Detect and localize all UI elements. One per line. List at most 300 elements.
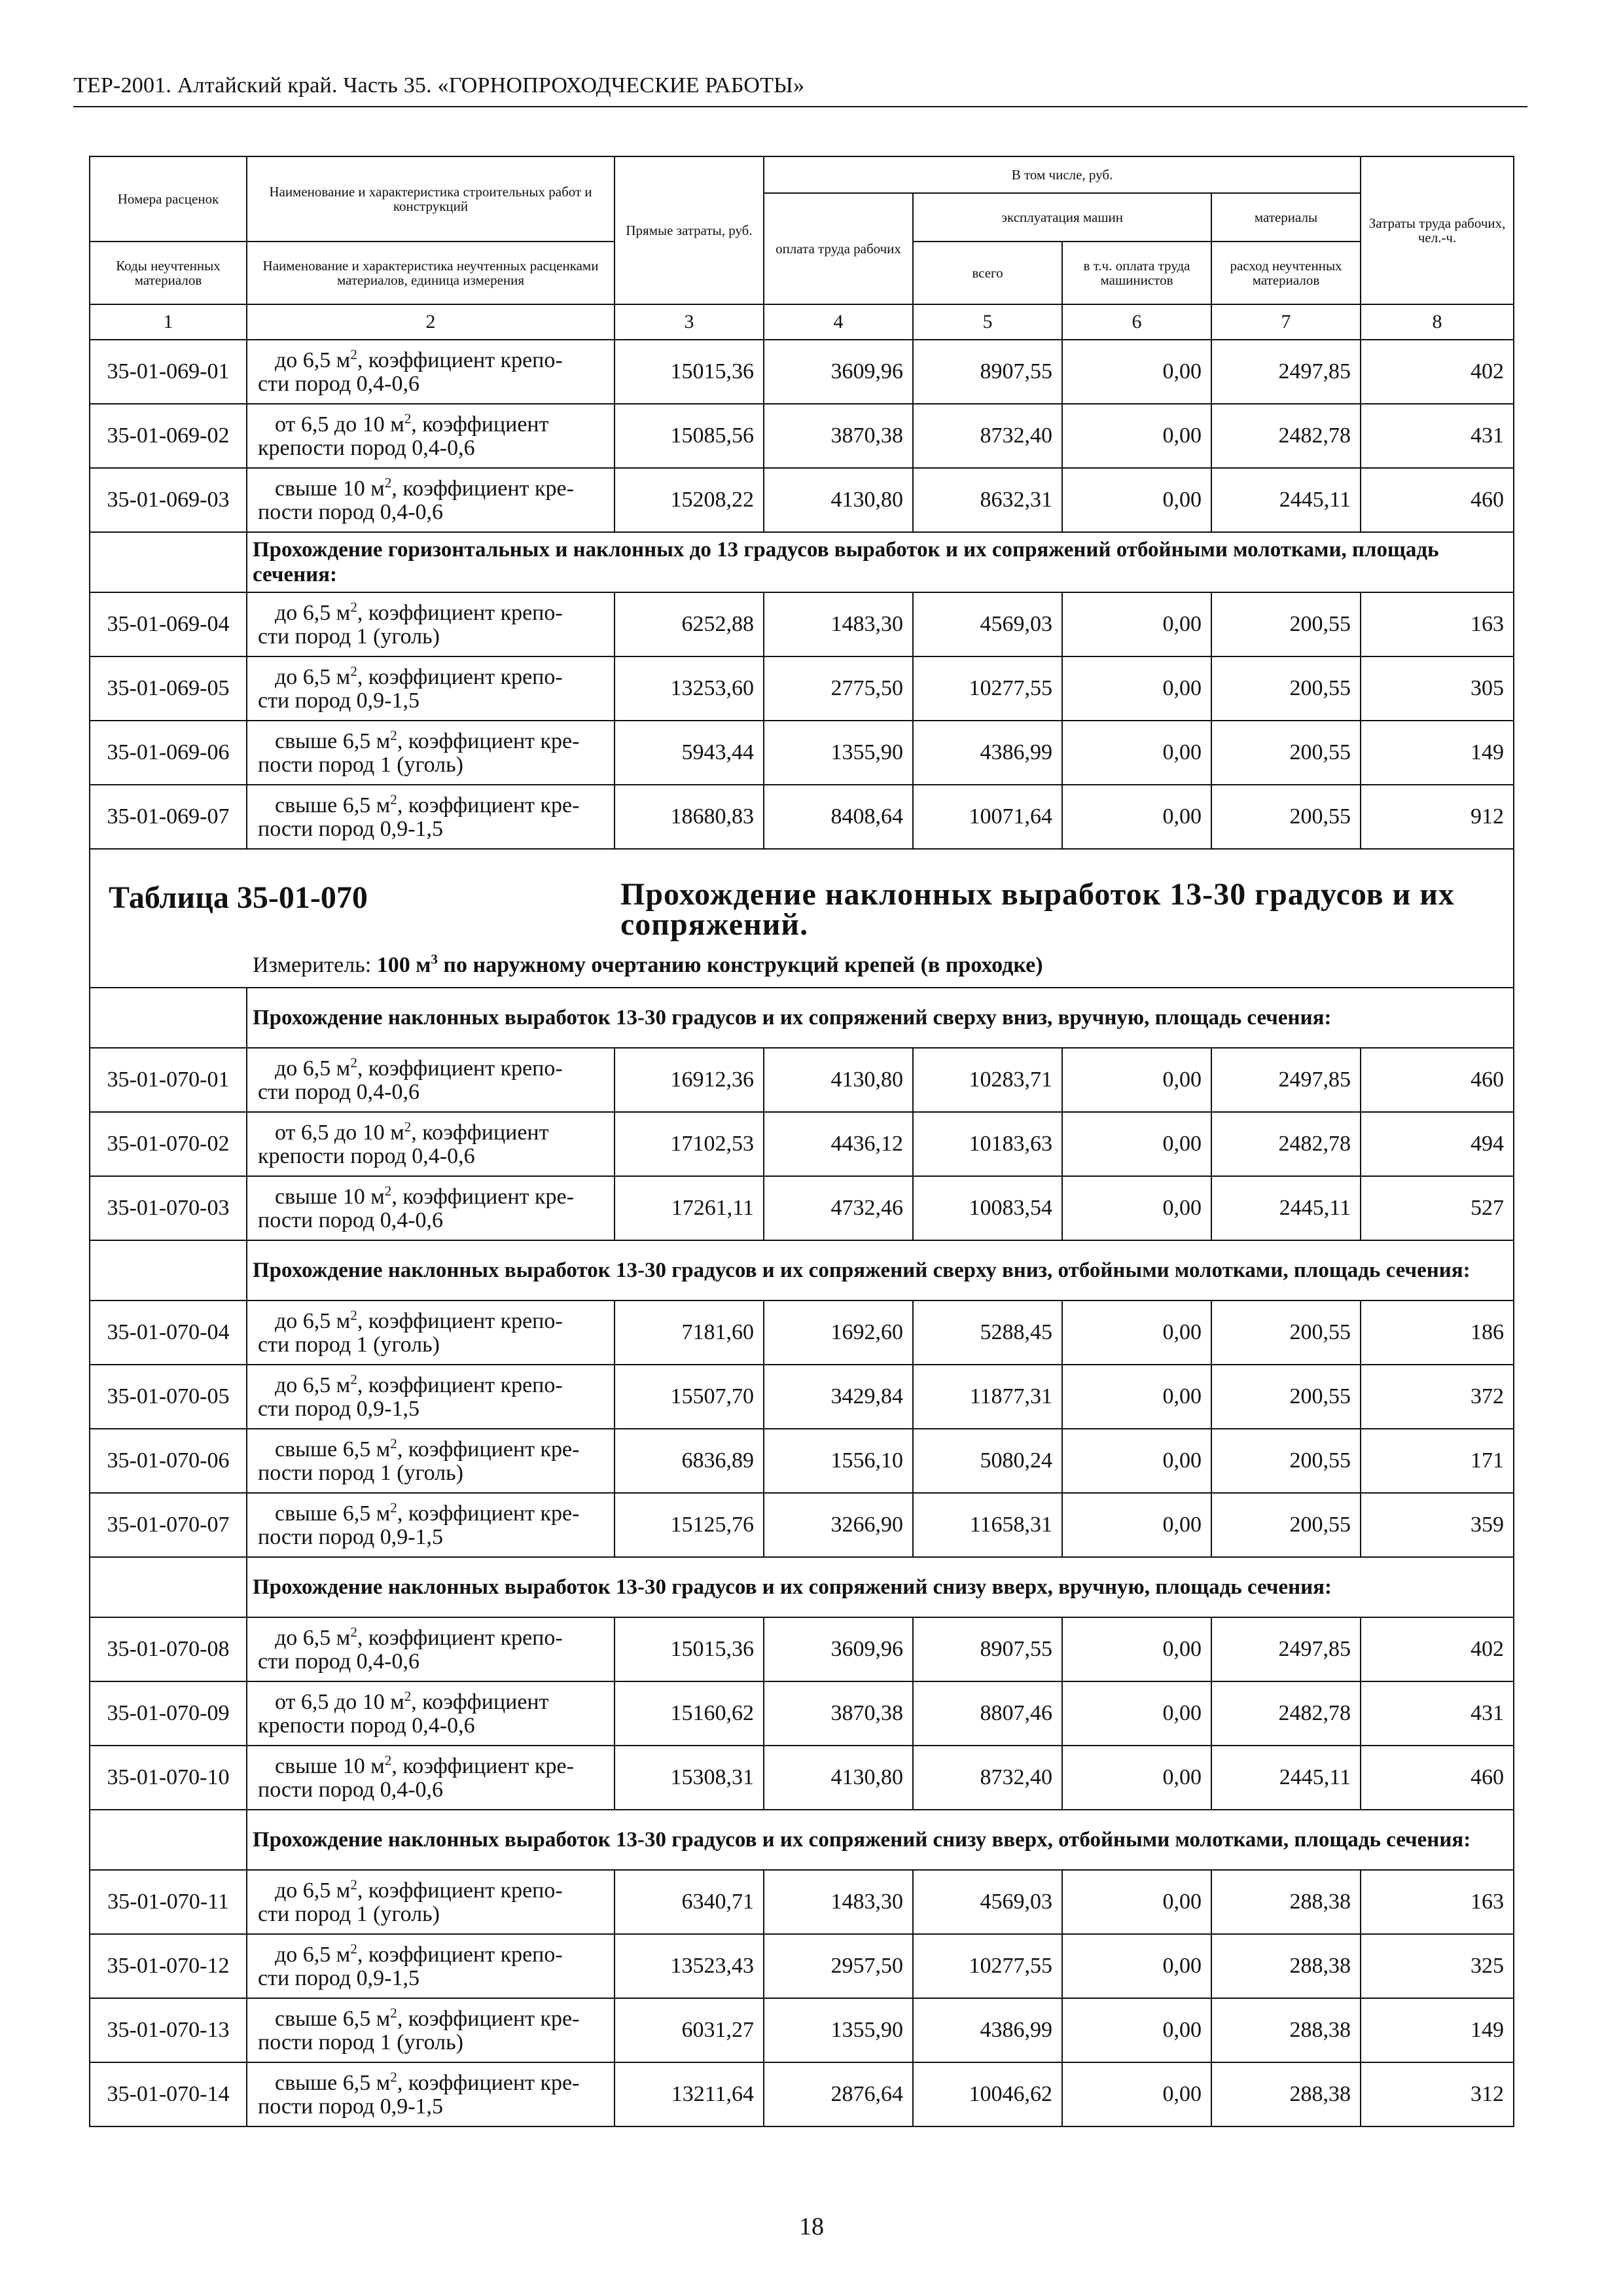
description-text: от 6,5 до 10 м — [275, 1690, 404, 1714]
direct-cost: 6836,89 — [615, 1429, 764, 1493]
description-line-2: сти пород 0,4-0,6 — [258, 372, 419, 396]
worker-wages: 1556,10 — [764, 1429, 913, 1493]
materials-cost: 200,55 — [1211, 1365, 1361, 1429]
materials-cost: 200,55 — [1211, 1300, 1361, 1365]
worker-wages: 4130,80 — [764, 1746, 913, 1810]
description-line-1 — [258, 410, 607, 437]
machines-total: 4386,99 — [913, 1998, 1062, 2062]
description-line-1 — [258, 1121, 607, 1145]
direct-cost: 15015,36 — [615, 340, 764, 404]
description-line-2: пости пород 1 (уголь) — [258, 1461, 463, 1485]
description-line-1 — [258, 346, 607, 372]
rate-description — [247, 656, 615, 721]
rate-description — [247, 340, 615, 404]
worker-wages: 4732,46 — [764, 1176, 913, 1240]
column-number: 8 — [1361, 304, 1514, 340]
header-row-1 — [90, 156, 1514, 193]
header-codes: Номера расценок — [90, 156, 247, 242]
machines-total: 8732,40 — [913, 1746, 1062, 1810]
description-text: , коэффициент — [411, 1690, 549, 1714]
rate-description — [247, 1998, 615, 2062]
description-text: , коэффициент крепо- — [357, 1943, 563, 1967]
rate-code: 35-01-070-10 — [90, 1746, 247, 1810]
materials-cost: 2482,78 — [1211, 1112, 1361, 1176]
header-machines-wages: в т.ч. оплата труда машинистов — [1062, 242, 1211, 304]
description-text: , коэффициент кре- — [397, 2007, 580, 2031]
rate-description — [247, 1176, 615, 1240]
rate-description — [247, 404, 615, 468]
worker-wages: 4130,80 — [764, 468, 913, 532]
description-text: , коэффициент крепо- — [357, 665, 563, 689]
description-text: до 6,5 м — [275, 1309, 351, 1333]
direct-cost: 13253,60 — [615, 656, 764, 721]
materials-cost: 288,38 — [1211, 1934, 1361, 1998]
description-line-2: сти пород 0,4-0,6 — [258, 1649, 419, 1674]
header-materials-sub: расход неучтенных материалов — [1211, 242, 1361, 304]
description-text: свыше 6,5 м — [275, 793, 391, 817]
direct-cost: 15160,62 — [615, 1681, 764, 1746]
page-number: 18 — [799, 2213, 824, 2240]
machinist-wages: 0,00 — [1062, 1998, 1211, 2062]
materials-cost: 2482,78 — [1211, 404, 1361, 468]
rate-code: 35-01-070-14 — [90, 2062, 247, 2126]
rate-code: 35-01-070-08 — [90, 1617, 247, 1681]
materials-cost: 288,38 — [1211, 1998, 1361, 2062]
worker-wages: 3266,90 — [764, 1493, 913, 1557]
description-superscript: 2 — [350, 1876, 357, 1893]
table-row — [90, 785, 1514, 849]
machinist-wages: 0,00 — [1062, 592, 1211, 656]
description-line-1 — [258, 601, 607, 625]
direct-cost: 5943,44 — [615, 721, 764, 785]
worker-wages: 3870,38 — [764, 1681, 913, 1746]
description-superscript: 2 — [350, 663, 357, 679]
machinist-wages: 0,00 — [1062, 1681, 1211, 1746]
header-machines: эксплуатация машин — [913, 193, 1211, 242]
machinist-wages: 0,00 — [1062, 1429, 1211, 1493]
description-line-2: пости пород 0,9-1,5 — [258, 2094, 444, 2119]
rate-description — [247, 592, 615, 656]
labor-hours: 325 — [1361, 1934, 1514, 1998]
description-line-1 — [258, 1626, 607, 1650]
table-row — [90, 592, 1514, 656]
machinist-wages: 0,00 — [1062, 1746, 1211, 1810]
column-numbers-row — [90, 304, 1514, 340]
machines-total: 8907,55 — [913, 340, 1062, 404]
rate-code: 35-01-070-07 — [90, 1493, 247, 1557]
machinist-wages: 0,00 — [1062, 656, 1211, 721]
table-row — [90, 1365, 1514, 1429]
machines-total: 11877,31 — [913, 1365, 1062, 1429]
description-line-1 — [258, 1307, 607, 1333]
section-spacer-cell — [90, 988, 247, 1048]
machines-total: 11658,31 — [913, 1493, 1062, 1557]
table-title: Прохождение наклонных выработок 13-30 градусов и их сопряжений. — [620, 877, 1455, 942]
machines-total: 8732,40 — [913, 404, 1062, 468]
materials-cost: 2497,85 — [1211, 1048, 1361, 1112]
table-measure — [253, 953, 1043, 978]
rate-code: 35-01-069-02 — [90, 404, 247, 468]
machines-total: 4569,03 — [913, 592, 1062, 656]
machines-total: 5080,24 — [913, 1429, 1062, 1493]
section-spacer-cell — [90, 1557, 247, 1617]
description-text: до 6,5 м — [275, 1943, 351, 1967]
description-line-2: пости пород 0,9-1,5 — [258, 817, 444, 841]
column-number: 6 — [1062, 304, 1211, 340]
description-text: до 6,5 м — [275, 1878, 351, 1903]
description-superscript: 2 — [404, 1688, 412, 1704]
direct-cost: 7181,60 — [615, 1300, 764, 1365]
worker-wages: 3609,96 — [764, 340, 913, 404]
labor-hours: 149 — [1361, 1998, 1514, 2062]
description-line-1 — [258, 1688, 607, 1714]
description-line-1 — [258, 1185, 607, 1209]
rate-code: 35-01-070-12 — [90, 1934, 247, 1998]
labor-hours: 372 — [1361, 1365, 1514, 1429]
column-number: 3 — [615, 304, 764, 340]
rate-code: 35-01-070-13 — [90, 1998, 247, 2062]
description-text: до 6,5 м — [275, 601, 351, 625]
direct-cost: 15125,76 — [615, 1493, 764, 1557]
description-text: , коэффициент кре- — [397, 2071, 580, 2095]
machines-total: 10046,62 — [913, 2062, 1062, 2126]
rate-description — [247, 1048, 615, 1112]
table-row — [90, 656, 1514, 721]
machines-total: 8907,55 — [913, 1617, 1062, 1681]
rate-description — [247, 2062, 615, 2126]
description-line-2: сти пород 0,9-1,5 — [258, 689, 419, 713]
section-row — [90, 1810, 1514, 1870]
rate-description — [247, 468, 615, 532]
machines-total: 10071,64 — [913, 785, 1062, 849]
worker-wages: 1355,90 — [764, 1998, 913, 2062]
description-text: , коэффициент крепо- — [357, 1056, 563, 1081]
worker-wages: 1692,60 — [764, 1300, 913, 1365]
description-line-2: сти пород 1 (уголь) — [258, 1902, 440, 1926]
description-line-2: пости пород 0,4-0,6 — [258, 1208, 444, 1232]
description-line-1 — [258, 791, 607, 817]
description-line-2: крепости пород 0,4-0,6 — [258, 1713, 475, 1738]
table-body — [90, 156, 1514, 2126]
table-row — [90, 1493, 1514, 1557]
machinist-wages: 0,00 — [1062, 1048, 1211, 1112]
section-row — [90, 532, 1514, 592]
table-row — [90, 1746, 1514, 1810]
materials-cost: 200,55 — [1211, 721, 1361, 785]
description-line-2: пости пород 0,4-0,6 — [258, 1778, 444, 1802]
worker-wages: 4130,80 — [764, 1048, 913, 1112]
description-superscript: 2 — [390, 1435, 397, 1452]
worker-wages: 1483,30 — [764, 592, 913, 656]
materials-cost: 200,55 — [1211, 656, 1361, 721]
measure-label: Измеритель: — [253, 953, 377, 977]
materials-cost: 2445,11 — [1211, 468, 1361, 532]
rate-description — [247, 1681, 615, 1746]
description-superscript: 2 — [390, 791, 397, 808]
direct-cost: 13211,64 — [615, 2062, 764, 2126]
machinist-wages: 0,00 — [1062, 1112, 1211, 1176]
header-materials: материалы — [1211, 193, 1361, 242]
materials-cost: 288,38 — [1211, 1870, 1361, 1934]
description-line-2: сти пород 1 (уголь) — [258, 624, 440, 649]
labor-hours: 402 — [1361, 340, 1514, 404]
table-heading-cell — [90, 849, 1514, 988]
labor-hours: 494 — [1361, 1112, 1514, 1176]
description-text: до 6,5 м — [275, 665, 351, 689]
description-line-1 — [258, 477, 607, 501]
rate-code: 35-01-069-05 — [90, 656, 247, 721]
rate-description — [247, 785, 615, 849]
materials-cost: 2482,78 — [1211, 1681, 1361, 1746]
rate-code: 35-01-070-06 — [90, 1429, 247, 1493]
description-text: свыше 10 м — [275, 476, 385, 501]
description-text: , коэффициент крепо- — [357, 1373, 563, 1397]
description-superscript: 2 — [390, 2069, 397, 2085]
machinist-wages: 0,00 — [1062, 1176, 1211, 1240]
rate-code: 35-01-069-04 — [90, 592, 247, 656]
description-text: , коэффициент кре- — [397, 793, 580, 817]
header-direct: Прямые затраты, руб. — [615, 156, 764, 304]
rate-description — [247, 1300, 615, 1365]
direct-cost: 6031,27 — [615, 1998, 764, 2062]
machinist-wages: 0,00 — [1062, 2062, 1211, 2126]
rate-description — [247, 1934, 615, 1998]
description-text: свыше 10 м — [275, 1185, 385, 1209]
machines-total: 8632,31 — [913, 468, 1062, 532]
table-row — [90, 1112, 1514, 1176]
description-text: до 6,5 м — [275, 348, 351, 372]
direct-cost: 6252,88 — [615, 592, 764, 656]
worker-wages: 1483,30 — [764, 1870, 913, 1934]
materials-cost: 200,55 — [1211, 1493, 1361, 1557]
labor-hours: 163 — [1361, 592, 1514, 656]
description-superscript: 2 — [350, 1371, 357, 1388]
worker-wages: 2876,64 — [764, 2062, 913, 2126]
materials-cost: 2497,85 — [1211, 1617, 1361, 1681]
description-line-1 — [258, 1499, 607, 1526]
description-line-2: пости пород 0,9-1,5 — [258, 1525, 444, 1549]
rate-code: 35-01-069-03 — [90, 468, 247, 532]
table-row — [90, 1176, 1514, 1240]
description-text: , коэффициент — [411, 412, 549, 437]
description-line-2: крепости пород 0,4-0,6 — [258, 436, 475, 460]
description-line-1 — [258, 1876, 607, 1903]
labor-hours: 912 — [1361, 785, 1514, 849]
table-row — [90, 1300, 1514, 1365]
table-row — [90, 721, 1514, 785]
table-row — [90, 1934, 1514, 1998]
description-superscript: 2 — [390, 1499, 397, 1516]
header-wages: оплата труда рабочих — [764, 193, 913, 304]
table-row — [90, 1429, 1514, 1493]
description-superscript: 2 — [384, 1752, 392, 1768]
labor-hours: 460 — [1361, 468, 1514, 532]
rate-description — [247, 1112, 615, 1176]
machines-total: 4569,03 — [913, 1870, 1062, 1934]
section-row — [90, 1240, 1514, 1300]
description-text: , коэффициент кре- — [397, 1437, 580, 1462]
description-text: , коэффициент кре- — [391, 476, 574, 501]
section-heading: Прохождение наклонных выработок 13-30 градусов и их сопряжений снизу вверх, вручную, площадь сечения: — [247, 1557, 1514, 1617]
header-name-mat: Наименование и характеристика неучтенных расценками материалов, единица измерения — [247, 242, 615, 304]
labor-hours: 431 — [1361, 404, 1514, 468]
machinist-wages: 0,00 — [1062, 1870, 1211, 1934]
description-text: свыше 6,5 м — [275, 2007, 391, 2031]
table-row — [90, 340, 1514, 404]
worker-wages: 3609,96 — [764, 1617, 913, 1681]
machines-total: 5288,45 — [913, 1300, 1062, 1365]
description-superscript: 2 — [404, 1119, 412, 1135]
direct-cost: 15085,56 — [615, 404, 764, 468]
description-text: , коэффициент кре- — [391, 1754, 574, 1778]
description-superscript: 2 — [350, 599, 357, 615]
measure-superscript: 3 — [431, 951, 438, 967]
description-text: , коэффициент крепо- — [357, 1309, 563, 1333]
table-row — [90, 404, 1514, 468]
machines-total: 4386,99 — [913, 721, 1062, 785]
rate-code: 35-01-069-01 — [90, 340, 247, 404]
machines-total: 10083,54 — [913, 1176, 1062, 1240]
description-text: , коэффициент — [411, 1121, 549, 1145]
description-text: , коэффициент кре- — [391, 1185, 574, 1209]
section-row — [90, 1557, 1514, 1617]
machinist-wages: 0,00 — [1062, 340, 1211, 404]
table-row — [90, 1870, 1514, 1934]
column-number: 7 — [1211, 304, 1361, 340]
machines-total: 10277,55 — [913, 656, 1062, 721]
rates-table — [89, 156, 1514, 2127]
description-superscript: 2 — [350, 1307, 357, 1323]
direct-cost: 17261,11 — [615, 1176, 764, 1240]
description-text: , коэффициент кре- — [397, 729, 580, 753]
labor-hours: 186 — [1361, 1300, 1514, 1365]
rate-code: 35-01-070-04 — [90, 1300, 247, 1365]
direct-cost: 6340,71 — [615, 1870, 764, 1934]
machinist-wages: 0,00 — [1062, 721, 1211, 785]
machinist-wages: 0,00 — [1062, 1934, 1211, 1998]
rate-description — [247, 1870, 615, 1934]
section-heading: Прохождение наклонных выработок 13-30 градусов и их сопряжений сверху вниз, вручную, площадь сечения: — [247, 988, 1514, 1048]
machines-total: 10183,63 — [913, 1112, 1062, 1176]
table-row — [90, 1617, 1514, 1681]
labor-hours: 163 — [1361, 1870, 1514, 1934]
direct-cost: 15308,31 — [615, 1746, 764, 1810]
page-header: ТЕР-2001. Алтайский край. Часть 35. «ГОРНОПРОХОДЧЕСКИЕ РАБОТЫ» — [73, 73, 805, 98]
column-number: 2 — [247, 304, 615, 340]
table-row — [90, 2062, 1514, 2126]
section-heading: Прохождение наклонных выработок 13-30 градусов и их сопряжений сверху вниз, отбойными молотками, площадь сечения: — [247, 1240, 1514, 1300]
column-number: 4 — [764, 304, 913, 340]
worker-wages: 1355,90 — [764, 721, 913, 785]
column-number: 1 — [90, 304, 247, 340]
description-text: до 6,5 м — [275, 1626, 351, 1650]
rate-code: 35-01-069-06 — [90, 721, 247, 785]
worker-wages: 3870,38 — [764, 404, 913, 468]
materials-cost: 200,55 — [1211, 785, 1361, 849]
section-heading: Прохождение горизонтальных и наклонных до 13 градусов выработок и их сопряжений отбойными молотками, площадь сечения: — [247, 532, 1514, 592]
description-line-2: сти пород 0,9-1,5 — [258, 1966, 419, 1990]
header-labor: Затраты труда рабочих, чел.-ч. — [1361, 156, 1514, 304]
machines-total: 10277,55 — [913, 1934, 1062, 1998]
measure-unit — [377, 953, 1043, 977]
labor-hours: 460 — [1361, 1746, 1514, 1810]
description-superscript: 2 — [384, 475, 392, 491]
direct-cost: 15507,70 — [615, 1365, 764, 1429]
direct-cost: 13523,43 — [615, 1934, 764, 1998]
worker-wages: 2957,50 — [764, 1934, 913, 1998]
description-superscript: 2 — [390, 727, 397, 744]
description-text: до 6,5 м — [275, 1056, 351, 1081]
header-machines-total: всего — [913, 242, 1062, 304]
materials-cost: 200,55 — [1211, 1429, 1361, 1493]
machinist-wages: 0,00 — [1062, 404, 1211, 468]
labor-hours: 171 — [1361, 1429, 1514, 1493]
rate-code: 35-01-070-11 — [90, 1870, 247, 1934]
description-line-2: сти пород 0,9-1,5 — [258, 1397, 419, 1421]
table-row — [90, 1681, 1514, 1746]
description-text: от 6,5 до 10 м — [275, 1121, 404, 1145]
machinist-wages: 0,00 — [1062, 1617, 1211, 1681]
description-line-1 — [258, 1943, 607, 1967]
measure-value: 100 м — [376, 953, 431, 977]
description-line-1 — [258, 1054, 607, 1081]
machines-total: 10283,71 — [913, 1048, 1062, 1112]
worker-wages: 8408,64 — [764, 785, 913, 849]
description-superscript: 2 — [384, 1183, 392, 1199]
worker-wages: 3429,84 — [764, 1365, 913, 1429]
rate-description — [247, 1429, 615, 1493]
description-line-2: сти пород 0,4-0,6 — [258, 1080, 419, 1104]
direct-cost: 15015,36 — [615, 1617, 764, 1681]
description-text: , коэффициент крепо- — [357, 348, 563, 372]
description-line-2: пости пород 1 (уголь) — [258, 753, 463, 777]
description-line-1 — [258, 727, 607, 753]
table-row — [90, 1048, 1514, 1112]
rate-code: 35-01-070-09 — [90, 1681, 247, 1746]
description-text: , коэффициент крепо- — [357, 1878, 563, 1903]
rate-description — [247, 1617, 615, 1681]
rate-description — [247, 1746, 615, 1810]
description-line-1 — [258, 2069, 607, 2095]
description-text: от 6,5 до 10 м — [275, 412, 404, 437]
description-text: , коэффициент крепо- — [357, 1626, 563, 1650]
description-superscript: 2 — [350, 1054, 357, 1071]
description-line-1 — [258, 2007, 607, 2031]
rate-description — [247, 721, 615, 785]
section-spacer-cell — [90, 1240, 247, 1300]
labor-hours: 149 — [1361, 721, 1514, 785]
description-line-2: сти пород 1 (уголь) — [258, 1333, 440, 1357]
materials-cost: 200,55 — [1211, 592, 1361, 656]
labor-hours: 359 — [1361, 1493, 1514, 1557]
table-row — [90, 468, 1514, 532]
labor-hours: 431 — [1361, 1681, 1514, 1746]
description-line-2: пости пород 0,4-0,6 — [258, 500, 444, 524]
labor-hours: 312 — [1361, 2062, 1514, 2126]
measure-tail: по наружному очертанию конструкций крепей (в проходке) — [437, 953, 1043, 977]
direct-cost: 17102,53 — [615, 1112, 764, 1176]
materials-cost: 2445,11 — [1211, 1176, 1361, 1240]
worker-wages: 4436,12 — [764, 1112, 913, 1176]
description-superscript: 2 — [350, 346, 357, 363]
table-row — [90, 1998, 1514, 2062]
description-text: свыше 6,5 м — [275, 1437, 391, 1462]
materials-cost: 288,38 — [1211, 2062, 1361, 2126]
header-name: Наименование и характеристика строительных работ и конструкций — [247, 156, 615, 242]
description-text: до 6,5 м — [275, 1373, 351, 1397]
labor-hours: 305 — [1361, 656, 1514, 721]
rate-code: 35-01-070-01 — [90, 1048, 247, 1112]
